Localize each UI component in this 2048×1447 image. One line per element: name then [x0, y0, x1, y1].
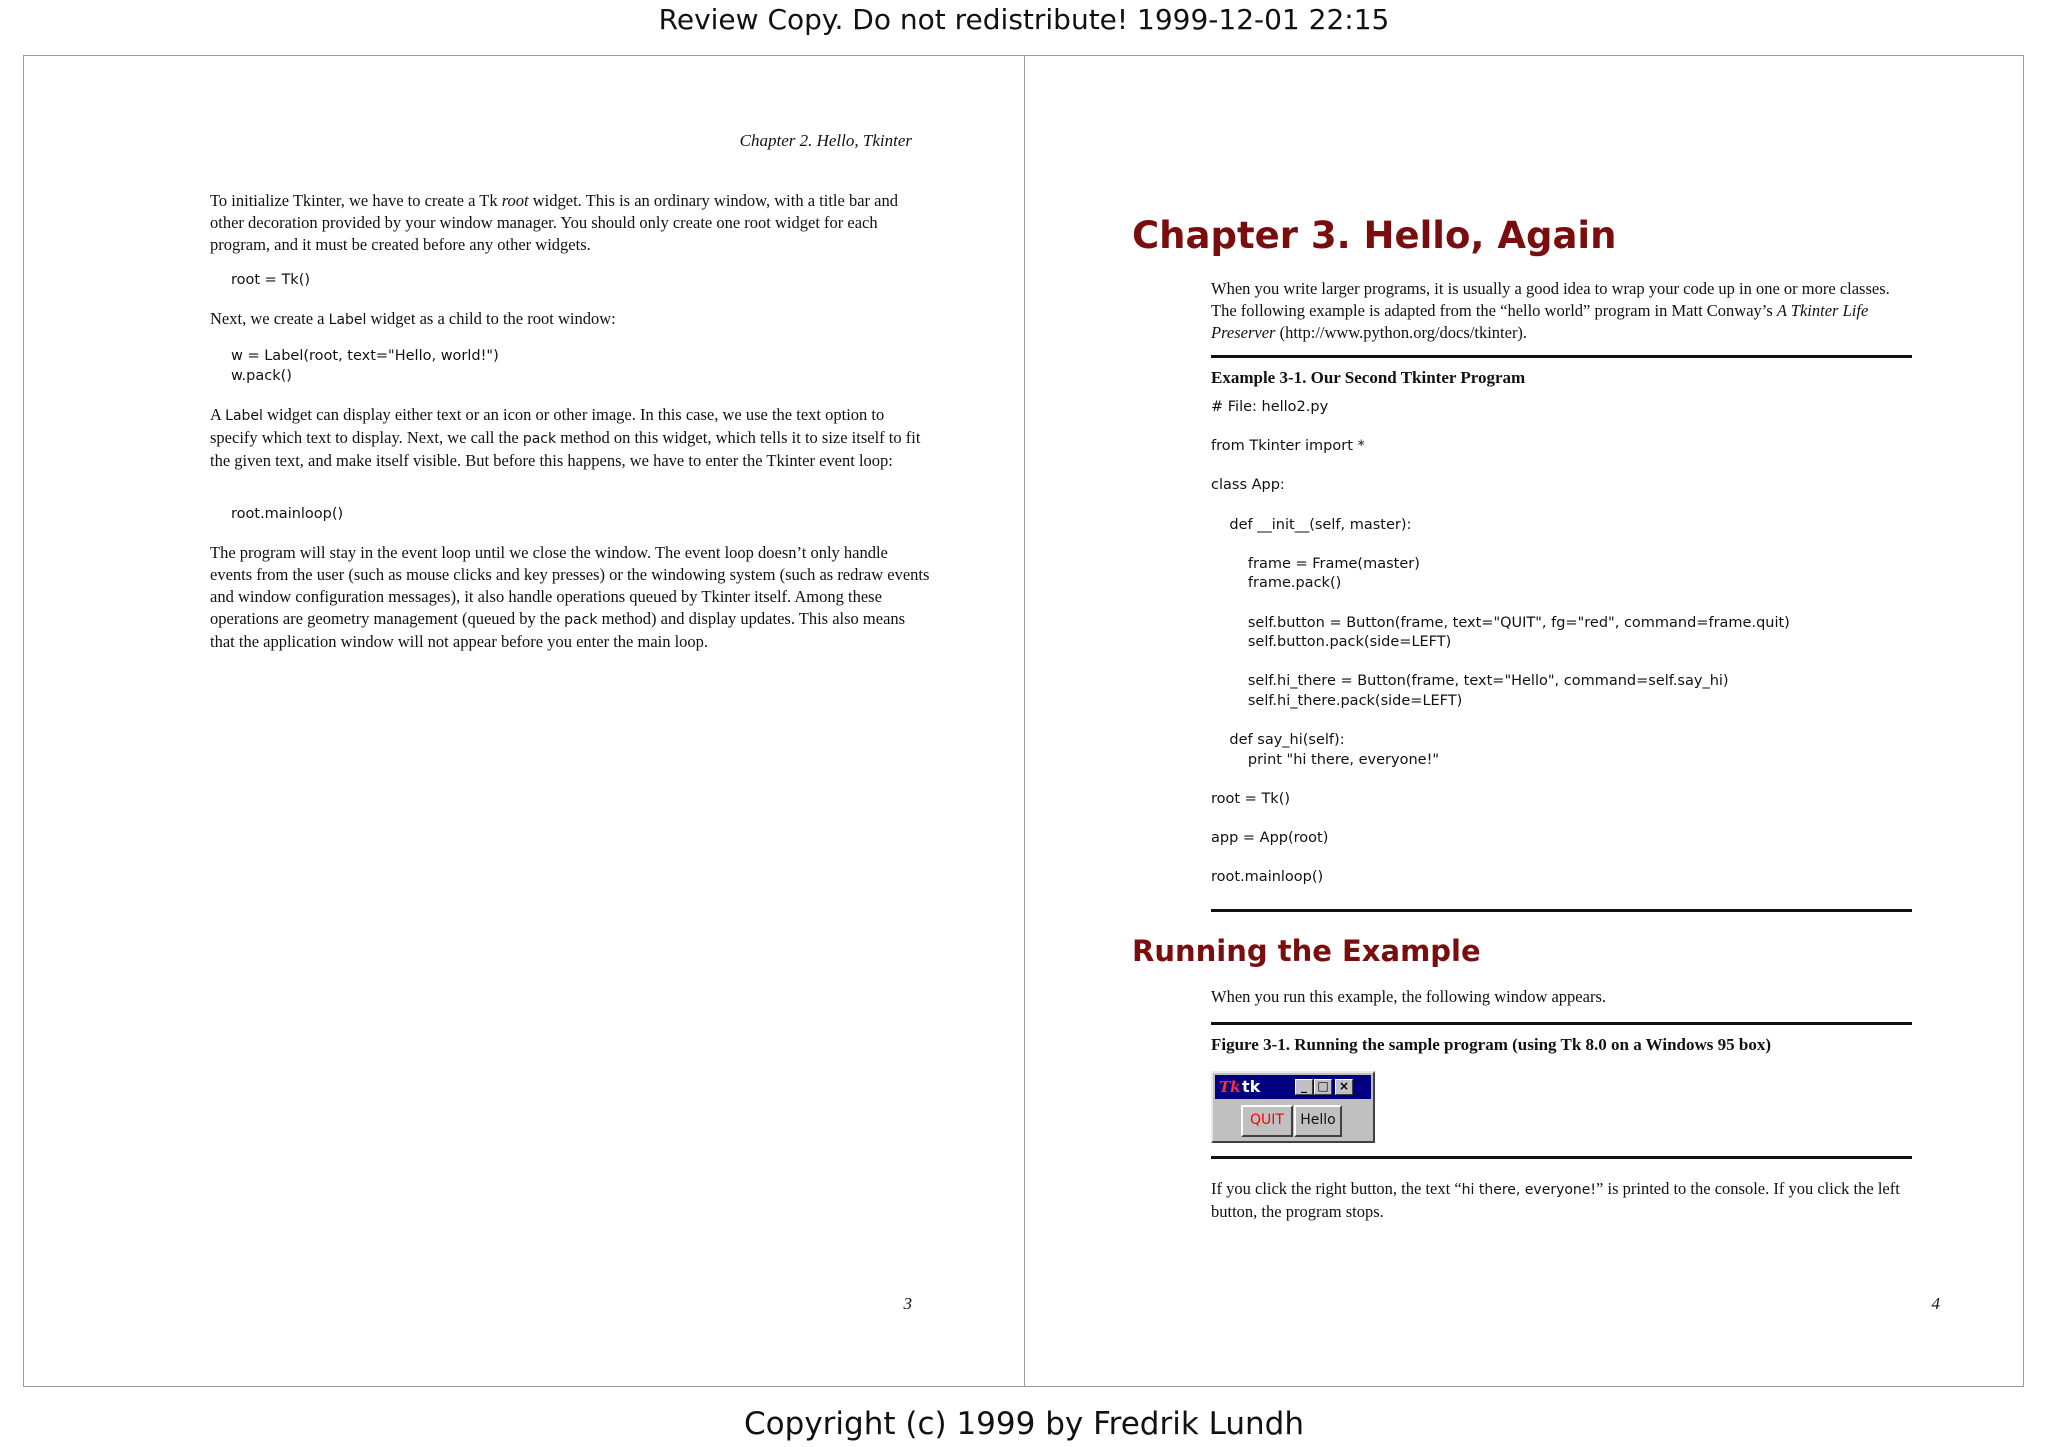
paragraph — [210, 308, 930, 331]
left-page — [24, 56, 1024, 1386]
body-text-left — [210, 542, 930, 653]
example-code-block: # File: hello2.py from Tkinter import * class App: def __init__(self, master): frame = Frame(master) frame.pack() self.button = Button(frame, text="QUIT", fg="red", command=frame.quit) self.button.pack(side=LEFT) self.hi_there = Button(frame, text="Hello", command=self.say_hi) self.hi_there.pack(side=LEFT) def say_hi(self): print "hi there, everyone!" root = Tk() app = App(root) root.mainloop() — [1211, 399, 1790, 886]
text-span: A — [210, 405, 226, 424]
example-top-rule — [1211, 355, 1912, 358]
quit-button: QUIT — [1241, 1105, 1293, 1137]
figure-top-rule — [1211, 1022, 1912, 1025]
intro-paragraph — [1211, 278, 1911, 344]
minimize-icon: _ — [1295, 1079, 1313, 1095]
text-span: The program will stay in the event loop until we close the window. The event loop doesn’t only handle events from the user (such as mouse clicks and key presses) or the windowing system (such as redraw events and window configuration messages), it also handle operations queued by Tkinter itself. Among these operations are geometry management (queued by the — [210, 543, 930, 628]
figure-bottom-rule — [1211, 1156, 1912, 1159]
section-title: Running the Example — [1132, 934, 1481, 968]
inline-code: pack — [564, 612, 598, 628]
text-span: widget can display either text or an icon or other image. In this case, we use the text option to specify which text to display. Next, we call the — [210, 405, 885, 447]
text-span: When you write larger programs, it is usually a good idea to wrap your code up in one or more classes. The following example is adapted from the “hello world” program in Matt Conway’s — [1211, 279, 1890, 320]
tk-window-screenshot — [1211, 1071, 1375, 1143]
copyright-footer: Copyright (c) 1999 by Fredrik Lundh — [744, 1406, 1304, 1442]
inline-code: hi there, everyone! — [1461, 1182, 1597, 1198]
maximize-icon: □ — [1314, 1079, 1332, 1095]
text-span: To initialize Tkinter, we have to create a Tk — [210, 191, 502, 210]
text-span: Next, we create a — [210, 309, 329, 328]
text-span: If you click the right button, the text “ — [1211, 1179, 1462, 1198]
body-text-left — [210, 190, 930, 256]
chapter-title: Chapter 3. Hello, Again — [1132, 214, 1617, 257]
figure-caption: Figure 3-1. Running the sample program (using Tk 8.0 on a Windows 95 box) — [1211, 1035, 1772, 1054]
outro-paragraph — [1211, 1178, 1911, 1223]
section-intro: When you run this example, the following window appears. — [1211, 987, 1606, 1006]
code-mainloop: root.mainloop() — [231, 506, 344, 522]
tk-logo-icon: Tk — [1219, 1078, 1241, 1096]
close-icon: × — [1335, 1079, 1353, 1095]
review-copy-header: Review Copy. Do not redistribute! 1999-12-01 22:15 — [658, 3, 1390, 36]
code-root-tk: root = Tk() — [231, 272, 311, 288]
inline-code: pack — [522, 431, 557, 447]
text-span: widget. This is an ordinary window, with a title bar and other decoration provided by your window manager. You should only create one root widget for each program, and it must be created before any other widgets. — [210, 191, 898, 254]
inline-code: Label — [328, 312, 367, 328]
text-span: ” is printed to the console. If you click the left button, the program stops. — [1211, 1179, 1900, 1221]
running-head: Chapter 2. Hello, Tkinter — [739, 131, 912, 150]
code-label-pack: w = Label(root, text="Hello, world!") w.pack() — [231, 348, 499, 384]
text-span: widget as a child to the root window: — [366, 309, 616, 328]
right-page — [1025, 56, 2023, 1386]
page-number: 4 — [1931, 1294, 1940, 1313]
paragraph — [210, 404, 930, 472]
example-bottom-rule — [1211, 909, 1912, 912]
text-span: (http://www.python.org/docs/tkinter). — [1275, 323, 1528, 342]
paragraph — [210, 190, 930, 256]
paragraph — [210, 542, 930, 653]
inline-code: Label — [225, 408, 263, 424]
book-title: A Tkinter Life Preserver — [1211, 301, 1869, 342]
example-caption: Example 3-1. Our Second Tkinter Program — [1211, 368, 1526, 387]
body-text-left — [210, 404, 930, 472]
text-span: method on this widget, which tells it to size itself to fit the given text, and make itself visible. But before this happens, we have to enter the Tkinter event loop: — [210, 428, 921, 470]
hello-button: Hello — [1294, 1105, 1342, 1137]
emphasis: root — [501, 191, 529, 210]
tk-titlebar — [1215, 1075, 1371, 1099]
body-text-left — [210, 308, 930, 331]
text-span: method) and display updates. This also means that the application window will not appear before you enter the main loop. — [210, 609, 906, 651]
tk-window-title: tk — [1242, 1077, 1261, 1096]
page-number: 3 — [903, 1294, 912, 1313]
